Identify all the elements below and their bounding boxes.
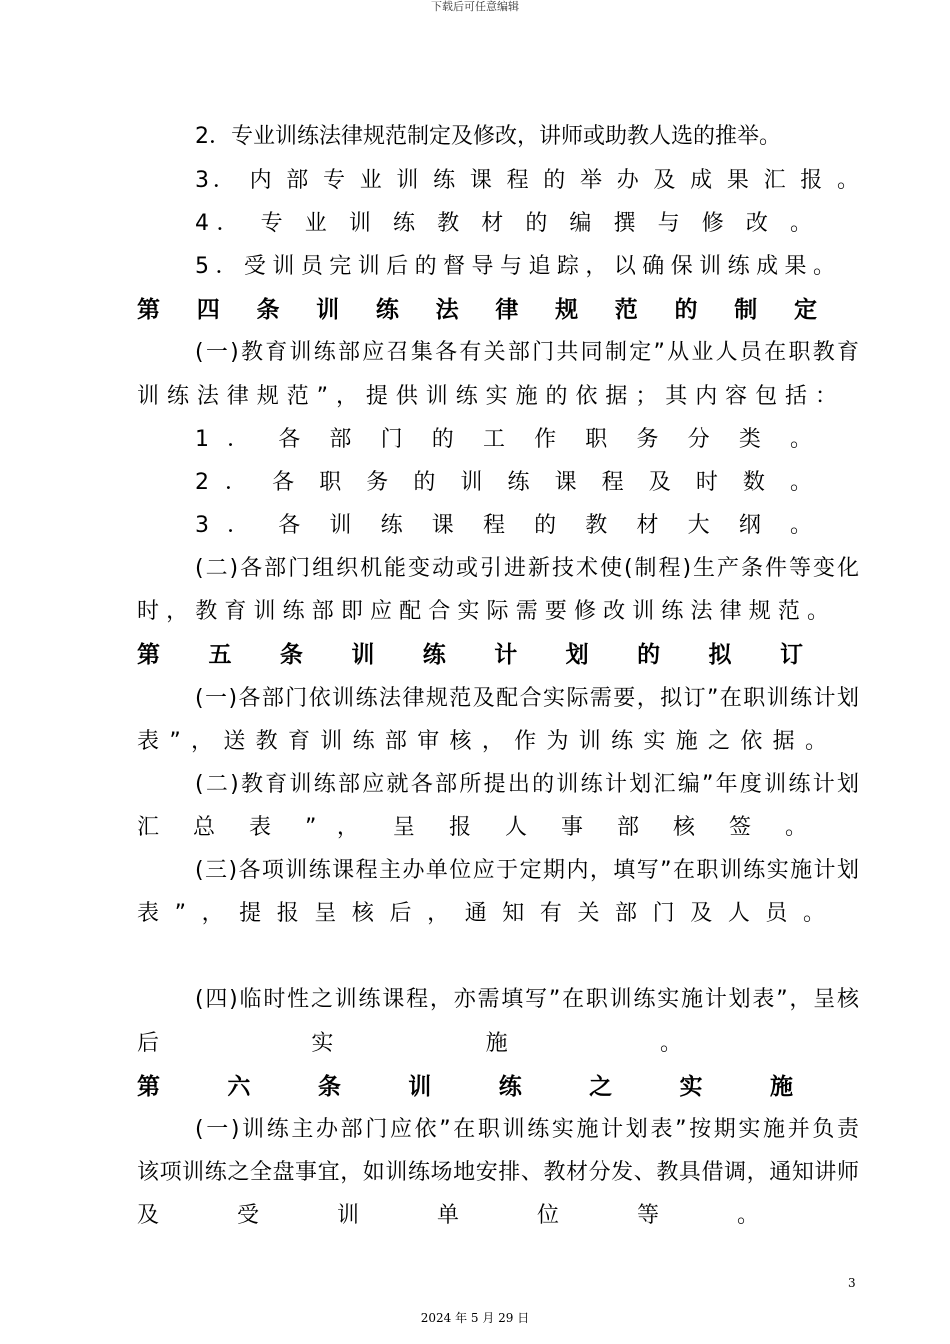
text-line: (一)训练主办部门应依”在职训练实施计划表”按期实施并负责	[195, 1117, 859, 1142]
page-number: 3	[848, 1276, 856, 1290]
text-line: 3 ． 各 训 练 课 程 的 教 材 大 纲 。	[195, 513, 812, 538]
text-line: 1 ． 各 部 门 的 工 作 职 务 分 类 。	[195, 427, 812, 452]
text-line: 5．受训员完训后的督导与追踪，以确保训练成果。	[195, 254, 835, 279]
footer-date: 2024 年 5 月 29 日	[420, 1311, 530, 1325]
text-line: (一)教育训练部应召集各有关部门共同制定”从业人员在职教育	[195, 340, 859, 365]
text-line: (一)各部门依训练法律规范及配合实际需要，拟订”在职训练计划	[195, 686, 859, 711]
text-line: (三)各项训练课程主办单位应于定期内，填写”在职训练实施计划	[195, 858, 859, 883]
text-line: (二)教育训练部应就各部所提出的训练计划汇编”年度训练计划	[195, 772, 859, 797]
text-line: 2 ． 各 职 务 的 训 练 课 程 及 时 数 。	[195, 470, 812, 495]
text-line: (二)各部门组织机能变动或引进新技术使(制程)生产条件等变化	[195, 556, 859, 581]
text-line: 4． 专 业 训 练 教 材 的 编 撰 与 修 改 。	[195, 211, 812, 236]
text-line: 训练法律规范”，提供训练实施的依据；其内容包括：	[137, 384, 837, 409]
text-line: 3． 内 部 专 业 训 练 课 程 的 举 办 及 成 果 汇 报 。	[195, 168, 859, 193]
text-line: 时，教育训练部即应配合实际需要修改训练法律规范。	[137, 599, 829, 624]
article-heading: 第 五 条 训 练 计 划 的 拟 订	[137, 642, 803, 668]
article-heading: 第 六 条 训 练 之 实 施	[137, 1074, 793, 1100]
text-line: 2．专业训练法律规范制定及修改，讲师或助教人选的推举。	[195, 124, 781, 149]
text-line: 表”，提报呈核后，通知有关部门及人员。	[137, 901, 825, 926]
header-note: 下载后可任意编辑	[431, 0, 519, 13]
text-line: 汇 总 表 ” ， 呈 报 人 事 部 核 签 。	[137, 815, 807, 840]
text-line: 及 受 训 单 位 等 。	[137, 1203, 759, 1228]
article-heading: 第 四 条 训 练 法 律 规 范 的 制 定	[137, 297, 817, 323]
text-line: 后 实 施 。	[137, 1031, 682, 1056]
text-line: (四)临时性之训练课程，亦需填写”在职训练实施计划表”，呈核	[195, 987, 859, 1012]
text-line: 该项训练之全盘事宜，如训练场地安排、教材分发、教具借调，通知讲师	[137, 1160, 859, 1185]
text-line: 表”，送教育训练部审核，作为训练实施之依据。	[137, 729, 827, 754]
